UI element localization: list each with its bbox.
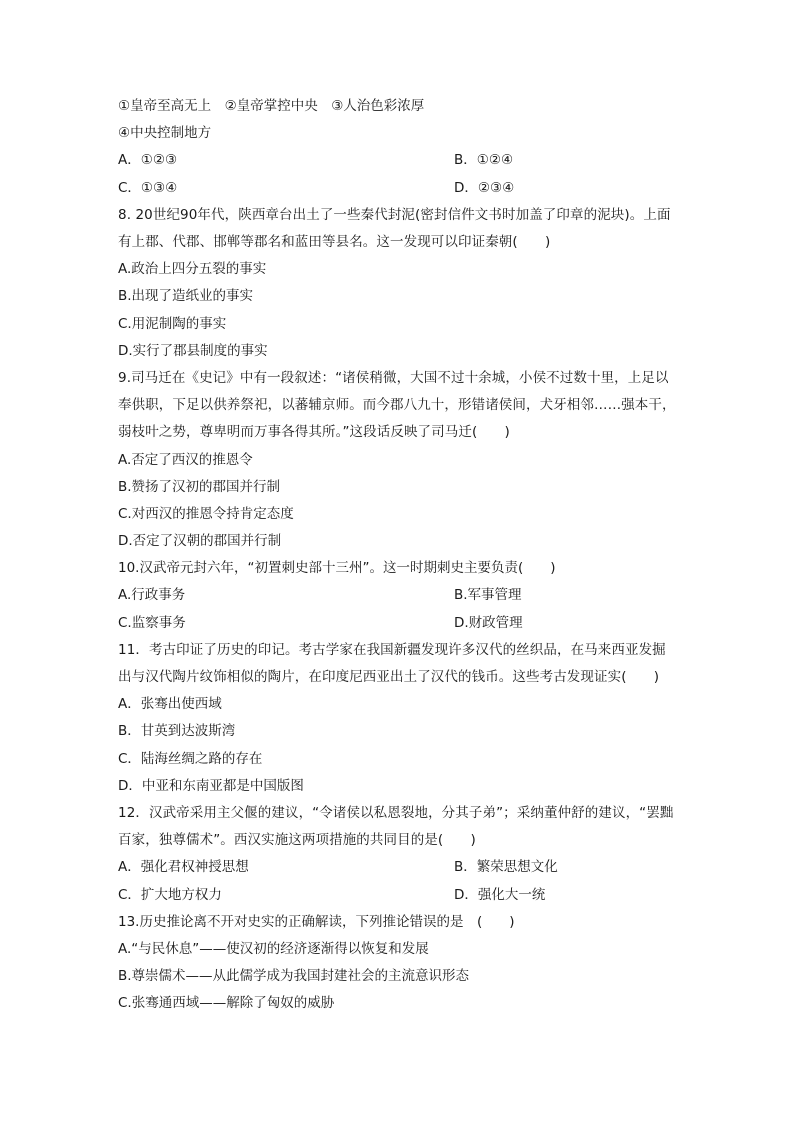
q12-options-row1: [118, 854, 678, 881]
q7-option-a: A．①②③: [118, 152, 178, 169]
q7-statements-line1: ①皇帝至高无上 ②皇帝掌控中央 ③人治色彩浓厚: [118, 98, 425, 114]
exam-page: [118, 93, 678, 1018]
q12-option-b: B．繁荣思想文化: [454, 859, 558, 876]
q10-option-b: B.军事管理: [454, 587, 522, 604]
q8-option-c: C.用泥制陶的事实: [118, 315, 227, 332]
q13-stem: 13.历史推论离不开对史实的正确解读，下列推论错误的是 ( ): [118, 913, 515, 930]
q11-option-b: B．甘英到达波斯湾: [118, 723, 236, 740]
q13-option-c: C.张骞通西域——解除了匈奴的威胁: [118, 995, 335, 1012]
q10-option-c: C.监察事务: [118, 614, 186, 631]
q11-option-d: D．中亚和东南亚都是中国版图: [118, 777, 304, 794]
q9-stem: 9.司马迁在《史记》中有一段叙述：“诸侯稍微，大国不过十余城，小侯不过数十里，上足以奉供职，下足以供养祭祀，以蕃辅京师。而今郡八九十，形错诸侯间，犬牙相邻……强本干，弱枝叶之势，尊卑明而万事各得其所。”这段话反映了司马迁( ): [118, 369, 676, 441]
q12-option-d: D．强化大一统: [454, 886, 546, 903]
q8-stem: 8. 20世纪90年代，陕西章台出土了一些秦代封泥(密封信件文书时加盖了印章的泥块)。上面有上郡、代郡、邯郸等郡名和蓝田等县名。这一发现可以印证秦朝( ): [118, 206, 671, 250]
q10-option-a: A.行政事务: [118, 587, 186, 604]
q12-options-row2: [118, 882, 678, 909]
q11-option-a: A．张骞出使西域: [118, 696, 222, 713]
q10-options-row1: [118, 582, 678, 609]
q10-options-row2: [118, 610, 678, 637]
q9-option-d: D.否定了汉朝的郡国并行制: [118, 533, 282, 550]
q7-options-row1: [118, 147, 678, 174]
q7-option-b: B．①②④: [454, 152, 514, 169]
q8-option-d: D.实行了郡县制度的事实: [118, 342, 268, 359]
q8-option-a: A.政治上四分五裂的事实: [118, 261, 267, 278]
q12-option-a: A．强化君权神授思想: [118, 859, 249, 876]
q8-option-b: B.出现了造纸业的事实: [118, 288, 254, 305]
q7-options-row2: [118, 175, 678, 202]
q7-option-c: C．①③④: [118, 179, 178, 196]
q9-option-c: C.对西汉的推恩令持肯定态度: [118, 505, 294, 522]
q12-option-c: C．扩大地方权力: [118, 886, 222, 903]
q12-stem: 12．汉武帝采用主父偃的建议，“令诸侯以私恩裂地，分其子弟”；采纳董仲舒的建议，“罢黜百家，独尊儒术”。西汉实施这两项措施的共同目的是( ): [118, 804, 674, 849]
q10-stem: 10.汉武帝元封六年，“初置刺史部十三州”。这一时期刺史主要负责( ): [118, 560, 556, 577]
q13-option-a: A.“与民休息”——使汉初的经济逐渐得以恢复和发展: [118, 940, 429, 957]
q9-option-a: A.否定了西汉的推恩令: [118, 451, 253, 468]
q11-option-c: C．陆海丝绸之路的存在: [118, 750, 263, 767]
q11-stem: 11．考古印证了历史的印记。考古学家在我国新疆发现许多汉代的丝织品，在马来西亚发掘出与汉代陶片纹饰相似的陶片，在印度尼西亚出土了汉代的钱币。这些考古发现证实( ): [118, 641, 666, 686]
q9-option-b: B.赞扬了汉初的郡国并行制: [118, 478, 281, 495]
q7-statements-line2: ④中央控制地方: [118, 125, 212, 142]
q7-option-d: D．②③④: [454, 179, 515, 196]
q13-option-b: B.尊崇儒术——从此儒学成为我国封建社会的主流意识形态: [118, 968, 470, 985]
q10-option-d: D.财政管理: [454, 614, 523, 631]
